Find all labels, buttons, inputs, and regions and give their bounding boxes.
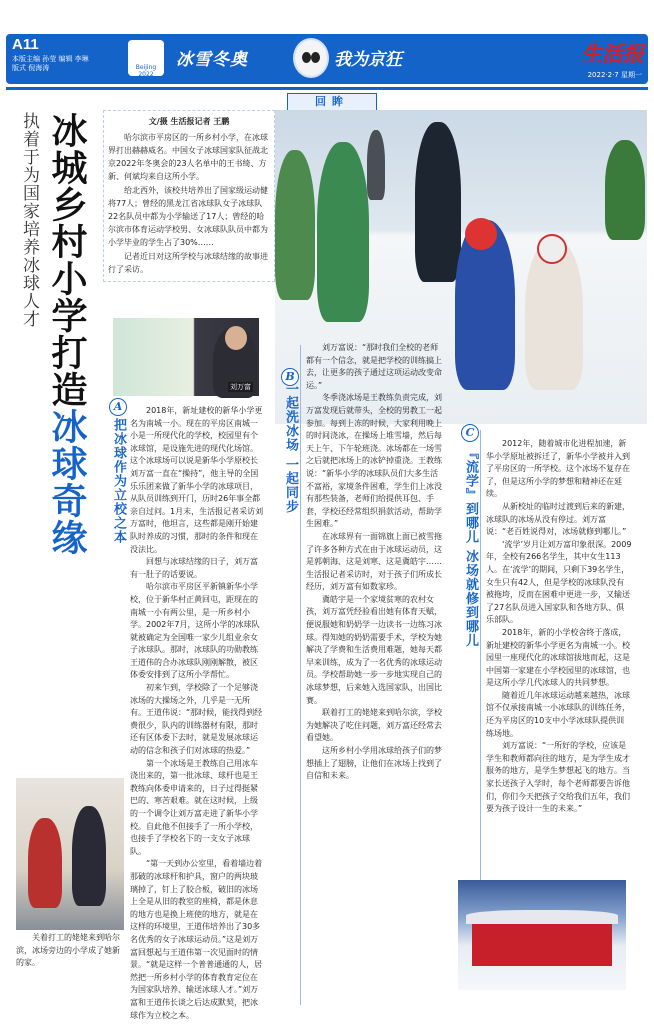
player-figure	[605, 140, 645, 240]
helmet-icon	[537, 234, 567, 264]
paragraph: 2018年，新的小学校舍终于落成，新址建校的新华小学更名为南城一小。校园里一座现代化的冰球馆拔地而起，这是中国第一家建在小学校园里的冰球馆，也是这所小学几代冰球人的共同梦想。	[486, 627, 630, 688]
column-3	[486, 438, 632, 878]
issue-date: 2022·2·7 星期一	[587, 71, 642, 79]
headline-prefix: 冰城乡村小学打造	[46, 112, 87, 408]
page-header	[6, 34, 648, 84]
section-a-marker: A	[109, 398, 127, 416]
ice-arena-photo	[458, 880, 626, 990]
paragraph: 随着近几年冰球运动越来越热，冰球馆不仅承接南城一小冰球队的训练任务，还为平房区的10支中小学冰球队提供训练场地。	[486, 690, 630, 738]
paragraph: 在冰球界有一面锦旗上面已被雪拖了许多各种方式在由于冰球运动员，这是郭朝海、这是刘寒、这是冀皓宇……生活报记者采访时，对于孩子们所成长经历，刘万富有如数家珍。	[306, 531, 442, 592]
arena-building	[472, 920, 612, 966]
column-2	[306, 342, 446, 1002]
headline-main	[46, 112, 87, 556]
arena-roof	[466, 910, 618, 924]
child-figure	[72, 806, 106, 906]
page-number: A11	[12, 36, 39, 53]
credit-line: 本版主编 孙莹 编辑 李琳	[12, 55, 89, 63]
credits	[12, 55, 89, 73]
section-b-marker: B	[281, 368, 299, 386]
intro-paragraph: 记者近日对这所学校与冰球结缘的故事进行了采访。	[108, 252, 268, 274]
paragraph: “第一天到办公室里，看着墙边着那破的冰球杆和护具，窗户的两块玻璃掉了，钉上了胶合板，破旧的冰场上全是从旧的教室的座椅，都是休息的地方也是换上班使的地方，就是在这样的环境里，王道伟培养出了30多名优秀的女子冰球运动员。”这是刘万富回想起与王道伟第一次见面时的情景。“就是这样一个普普通通的人，居然把一所乡村小学的体育教育定位在为国家队培养、输送冰球人才。”刘万富和王道伟长谈之后达成默契，把冰球作为立校之本。	[130, 859, 263, 1020]
paragraph: 初来乍到，学校除了一个足够浇冰场的大操场之外，几乎是一无所有。王道伟说：“那时候，能找得到经费很少，队内的训练器材有限，那时还有区体委下去时，就是发展冰球运动的信念和孩子们对冰球的热爱。”	[130, 683, 263, 756]
section-c-marker: C	[461, 424, 479, 442]
credit-line: 版式 倪海涛	[12, 64, 50, 72]
intro-paragraph: 给北西外，该校共培养出了国家级运动健将77人；曾经的黑龙江省冰球队女子冰球队22名队员中都为小学输送了17人；曾经的哈尔滨市体育运动学校男、女冰球队队员中都为小学毕业的学生占了30%……	[108, 186, 268, 247]
bystander-figure	[367, 130, 385, 200]
photo-caption: 刘万富	[230, 383, 251, 391]
bing-dwen-dwen-mascot-icon	[293, 38, 329, 78]
section-a-title: 把冰球作为立校之本	[111, 418, 126, 544]
intro-box	[103, 110, 275, 282]
byline: 文/摄 生活报记者 王鹏	[148, 117, 230, 126]
player-figure	[275, 150, 315, 300]
paragraph: 2012年，随着城市化进程加速，新华小学原址被拆迁了，新华小学被并入到了平房区的一所学校。这个冰场不复存在了，但是这所小学的梦想和精神还在延续。	[486, 439, 630, 499]
section-tag: 回眸	[287, 93, 377, 111]
child-figure	[28, 818, 62, 908]
beijing-2022-emblem: Beijing 2022	[128, 40, 164, 76]
column-divider	[480, 430, 481, 880]
header-rule	[6, 87, 648, 90]
paragraph: 刘万富说：“一所好的学校，应该是学生和教师都向往的地方，是为学生成才服务的地方，是学生梦想起飞的地方。当家长送孩子入学时，每个老师都要告诉他们，你们今天把孩子交给我们五年，我们要为孩子设计一生的未来。”	[486, 741, 630, 814]
paragraph: ‘流学’岁月让刘万富印象很深。2009年，全校有266名学生，其中女生113人。在‘流学’的期间，只剩下39名学生，女生只有42人，但是学校的冰球队没有被拖垮，反而在困难中更进一步，又输送了27名队员进入国家队和各地方队、俱乐部队。	[486, 539, 632, 625]
paragraph: 联着打工的姥姥来到哈尔滨，学校为她解决了吃住问题，刘万富还经常去看望她。	[306, 708, 442, 743]
paragraph: 哈尔滨市平房区平新镇新华小学校，位于新华村正黄回屯，距现在的南城一小有两公里，是一所乡村小学。2002年7月，这所小学的冰球队就被确定为全国唯一家少儿组业余女子冰球队。那时，冰球队的功勋教练王道伟的合办冰球队刚刚解散，被区体委安排到了这所小学帮忙。	[130, 582, 260, 680]
newspaper-logo: 生活报	[581, 41, 644, 66]
paragraph: 刘万富说：“那时我们全校的老师都有一个信念，就是把学校的训练搞上去，让更多的孩子通过这项运动改变命运。”	[306, 343, 442, 390]
column-divider	[300, 345, 301, 1005]
paragraph: 冬季浇冰场是王教练负责完成，刘万富发现后就带头，全校的男教工一起参加。每到上冻的时候，大家利用晚上的时间浇冰，在操场上堆雪墙，然后每天上午、下午轮班浇。冰场都在一场雪之后就把冰场上的冰铲掉重浇。王教练说：“新华小学的冰球队员们大多生活不富裕，家境条件困难，学生们上冰没有那些装备，老师们给提供耳包、手套，学校还经常组织捐款活动，帮助学生困难。”	[306, 393, 442, 529]
headline-highlight: 冰球奇缘	[46, 408, 87, 556]
helmet-icon	[465, 218, 497, 250]
paragraph: 2018年，新址建校的新华小学更名为南城一小。现在的平房区南城一小是一所现代化的学校，校园里有个冰球馆，是设施先进的现代化场馆。这个冰球场可以说是新华小学原校长刘万富一直在“操持”，他主导的全国乐乐团来做了新华小学的冰球项目，从队员训练到开门，历时26年事全都亲自过问。1月末，生活报记者采访刘万富时，他坦言，这些都是刚开始建队时养成的习惯，那时的条件和现在没法比。	[130, 406, 264, 554]
column-1	[130, 405, 264, 1020]
portrait-photo	[113, 318, 259, 396]
banner-right: 我为京狂	[334, 50, 402, 70]
column-4	[16, 932, 124, 1002]
paragraph: 冀皓宇是一个家境贫寒的农村女孩，刘万富凭经验看出她有体育天赋，便说服她和奶奶学一边读书一边练习冰球。得知她的奶奶需要手术，学校为她解决了学费和生活费用难题，她每天都早来训练，成为了一名优秀的冰球运动员。学校帮助她一步一步地实现自己的冰球梦想，后来她入选国家队，出国比赛。	[306, 594, 442, 705]
paragraph: 回想与冰球结缘的日子，刘万富有一肚子的话要说。	[130, 557, 258, 579]
paragraph: 这所乡村小学用冰球给孩子们的梦想插上了翅膀，让他们在冰场上找到了自信和未来。	[306, 746, 442, 781]
face	[225, 326, 247, 350]
coach-figure	[415, 122, 461, 282]
headline-sub: 执着于为国家培养冰球人才	[19, 112, 39, 328]
paragraph: 从新校址的临时过渡到后来的新建，冰球队的冰场从没有停过。刘万富说：“老百姓说得对，冰场就修到哪儿。”	[486, 501, 630, 537]
section-c-title: 『流学』到哪儿 冰场就修到哪儿	[463, 446, 478, 648]
paragraph: 第一个冰场是王教练自己用冰车浇出来的，第一批冰球、球杆也是王教练向体委申请来的，日子过得挺紧巴的、寒苦艰难。就在这时候，上级的一个调令让刘万富走进了新华小学校。自此他不但接手了一所小学校，也接手了学校名下的一支女子冰球队。	[130, 758, 258, 856]
kids-in-gear-photo	[16, 778, 124, 930]
intro-paragraph: 哈尔滨市平房区的一所乡村小学，在冰球界打出赫赫威名。中国女子冰球国家队征战北京2022年冬奥会的23人名单中的王书绮、方新、何斌均来自这所小学。	[108, 133, 268, 181]
player-figure	[317, 142, 369, 322]
section-b-title: 一起洗冰场 一起同步	[283, 382, 298, 514]
banner-left: 冰雪冬奥	[176, 50, 248, 70]
paragraph: 关着打工的姥姥来到哈尔滨，冰场旁边的小学成了她新的家。	[16, 933, 120, 968]
